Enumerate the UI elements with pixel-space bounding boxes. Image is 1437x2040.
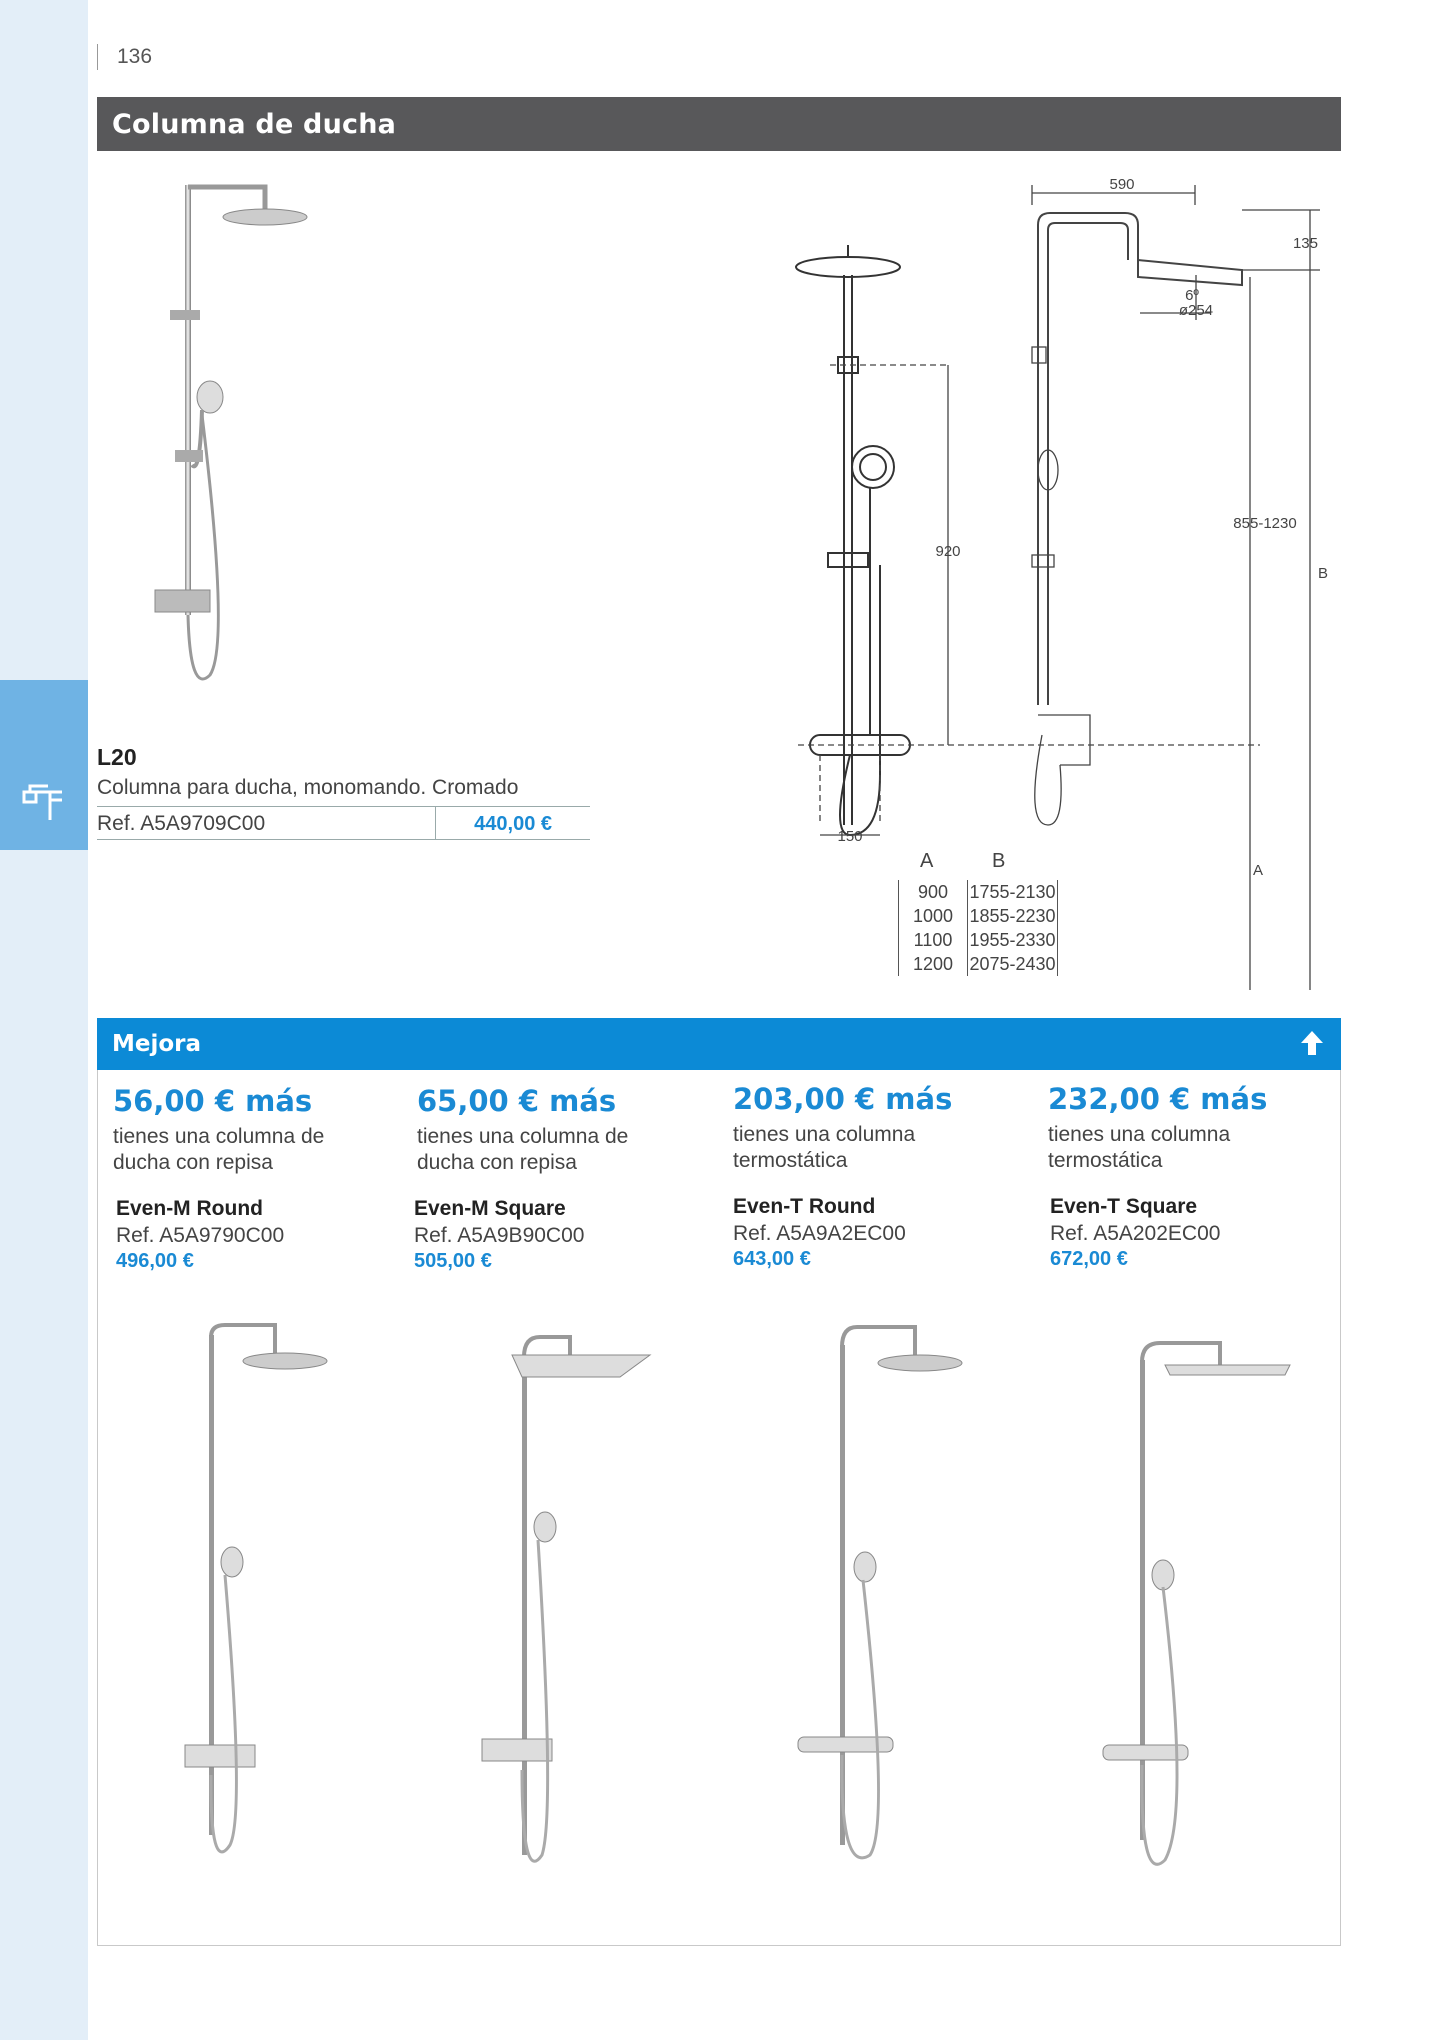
- upgrade-option-2[interactable]: [414, 1084, 697, 1272]
- upgrade-description: tienes una columna de ducha con repisa: [417, 1125, 629, 1174]
- ref-divider: [435, 807, 436, 840]
- even-m-square-photo: [460, 1315, 660, 1875]
- upgrade-name: Even-T Round: [733, 1195, 876, 1218]
- page-number-divider: [97, 44, 98, 70]
- table-cell: 1855-2230: [969, 906, 1056, 926]
- upgrade-extra-price: 65,00 € más: [417, 1084, 617, 1118]
- dim-a-label: A: [1252, 862, 1264, 879]
- upgrade-ref: Ref. A5A9B90C00: [414, 1224, 585, 1247]
- dim-bar-length: 920: [935, 543, 961, 560]
- upgrade-ref: Ref. A5A202EC00: [1050, 1222, 1221, 1245]
- dim-offset: 150: [837, 828, 863, 845]
- even-t-square-photo: [1095, 1315, 1295, 1875]
- section-tab[interactable]: [0, 680, 88, 850]
- side-strip: [0, 0, 88, 2040]
- product-description: Columna para ducha, monomando. Cromado: [97, 776, 519, 799]
- table-cell: 900: [917, 882, 949, 902]
- faucet-icon: [22, 782, 66, 822]
- table-cell: 1100: [913, 930, 953, 950]
- even-t-round-photo: [785, 1315, 985, 1875]
- table-column-b: [968, 880, 1058, 976]
- upgrade-option-4[interactable]: [1048, 1082, 1328, 1270]
- table-cell: 2075-2430: [969, 954, 1056, 974]
- upgrade-price: 505,00 €: [414, 1250, 492, 1272]
- product-name: L20: [97, 744, 137, 770]
- table-column-a: [898, 880, 968, 976]
- upgrade-name: Even-T Square: [1050, 1195, 1198, 1218]
- dim-head-height: 135: [1292, 235, 1318, 252]
- table-cell: 1000: [912, 906, 954, 926]
- upgrade-option-1[interactable]: [113, 1084, 393, 1272]
- dim-width-top: 590: [1109, 176, 1135, 193]
- page-number: 136: [117, 45, 153, 68]
- upgrade-option-3[interactable]: [733, 1082, 1013, 1270]
- up-arrow-icon[interactable]: [1299, 1029, 1325, 1057]
- upgrade-extra-price: 56,00 € más: [113, 1084, 313, 1118]
- product-ref-row: [97, 806, 590, 840]
- upgrade-description: tienes una columna termostática: [733, 1123, 916, 1172]
- upgrade-name: Even-M Square: [414, 1197, 566, 1220]
- product-price: 440,00 €: [474, 813, 552, 835]
- table-header-b: B: [992, 850, 1006, 872]
- section-title: Columna de ducha: [112, 109, 397, 140]
- table-header-a: A: [920, 850, 934, 872]
- technical-drawing: [780, 175, 1340, 1005]
- product-ref: Ref. A5A9709C00: [97, 812, 266, 835]
- upgrade-price: 496,00 €: [116, 1250, 194, 1272]
- upgrade-extra-price: 232,00 € más: [1048, 1082, 1268, 1116]
- dim-angle: 6º: [1185, 287, 1199, 304]
- upgrade-name: Even-M Round: [116, 1197, 263, 1220]
- upgrade-description: tienes una columna termostática: [1048, 1123, 1231, 1172]
- table-cell: 1200: [912, 954, 954, 974]
- dim-diameter: ø254: [1178, 302, 1214, 319]
- dim-range: 855-1230: [1233, 515, 1297, 532]
- shower-column-photo: [140, 175, 340, 705]
- upgrade-price: 672,00 €: [1050, 1248, 1128, 1270]
- upgrade-description: tienes una columna de ducha con repisa: [113, 1125, 325, 1174]
- section-header: [97, 97, 1341, 151]
- mejora-title: Mejora: [112, 1031, 202, 1057]
- dim-b-label: B: [1317, 565, 1328, 582]
- upgrade-ref: Ref. A5A9A2EC00: [733, 1222, 906, 1245]
- mejora-header: [97, 1018, 1341, 1070]
- table-cell: 1755-2130: [969, 882, 1056, 902]
- upgrade-price: 643,00 €: [733, 1248, 811, 1270]
- upgrade-extra-price: 203,00 € más: [733, 1082, 953, 1116]
- table-cell: 1955-2330: [969, 930, 1056, 950]
- upgrade-ref: Ref. A5A9790C00: [116, 1224, 285, 1247]
- even-m-round-photo: [165, 1315, 365, 1875]
